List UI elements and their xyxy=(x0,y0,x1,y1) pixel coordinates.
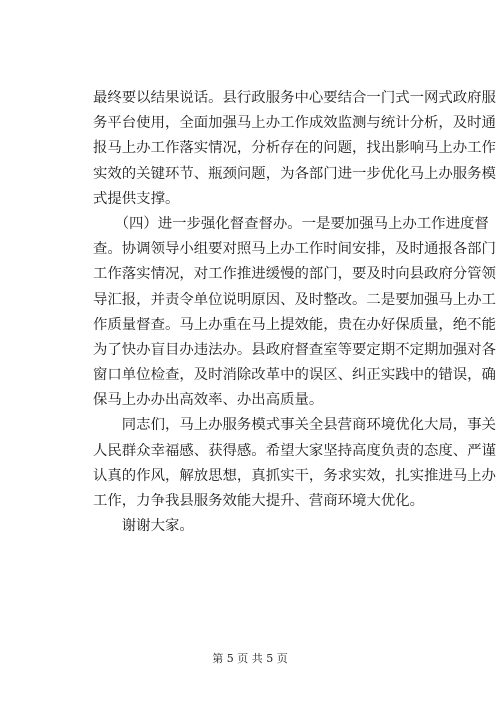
text-line: 导汇报，并责令单位说明原因、及时整改。二是要加强马上办工 xyxy=(93,291,496,308)
page-footer: 第 5 页 共 5 页 xyxy=(212,652,288,665)
text-line: 谢谢大家。 xyxy=(93,518,194,535)
text-line: 查。协调领导小组要对照马上办工作时间安排，及时通报各部门 xyxy=(93,241,496,258)
text-line: 工作落实情况，对工作推进缓慢的部门，要及时向县政府分管领 xyxy=(93,266,496,283)
text-line: 认真的作风，解放思想，真抓实干，务求实效，扎实推进马上办 xyxy=(93,467,496,484)
text-line: 最终要以结果说话。县行政服务中心要结合一门式一网式政府服 xyxy=(93,90,496,106)
text-line: 实效的关键环节、瓶颈问题，为各部门进一步优化马上办服务模 xyxy=(93,165,496,182)
text-line: 务平台使用，全面加强马上办工作成效监测与统计分析，及时通 xyxy=(93,115,496,132)
text-line: 作质量督查。马上办重在马上提效能，贵在办好保质量，绝不能 xyxy=(93,316,496,333)
text-line: 式提供支撑。 xyxy=(93,190,180,207)
text-line: 保马上办办出高效率、办出高质量。 xyxy=(93,392,324,409)
text-line: 人民群众幸福感、获得感。希望大家坚持高度负责的态度、严谨 xyxy=(93,442,496,459)
text-line: （四）进一步强化督查督办。一是要加强马上办工作进度督 xyxy=(93,215,489,232)
text-line: 窗口单位检查，及时消除改革中的误区、纠正实践中的错误，确 xyxy=(93,367,496,384)
document-body xyxy=(93,86,496,539)
text-line: 为了快办盲目办违法办。县政府督查室等要定期不定期加强对各 xyxy=(93,341,496,358)
text-line: 同志们，马上办服务模式事关全县营商环境优化大局，事关 xyxy=(93,417,496,434)
text-line: 报马上办工作落实情况，分析存在的问题，找出影响马上办工作 xyxy=(93,140,496,157)
text-line: 工作，力争我县服务效能大提升、营商环境大优化。 xyxy=(93,493,424,509)
